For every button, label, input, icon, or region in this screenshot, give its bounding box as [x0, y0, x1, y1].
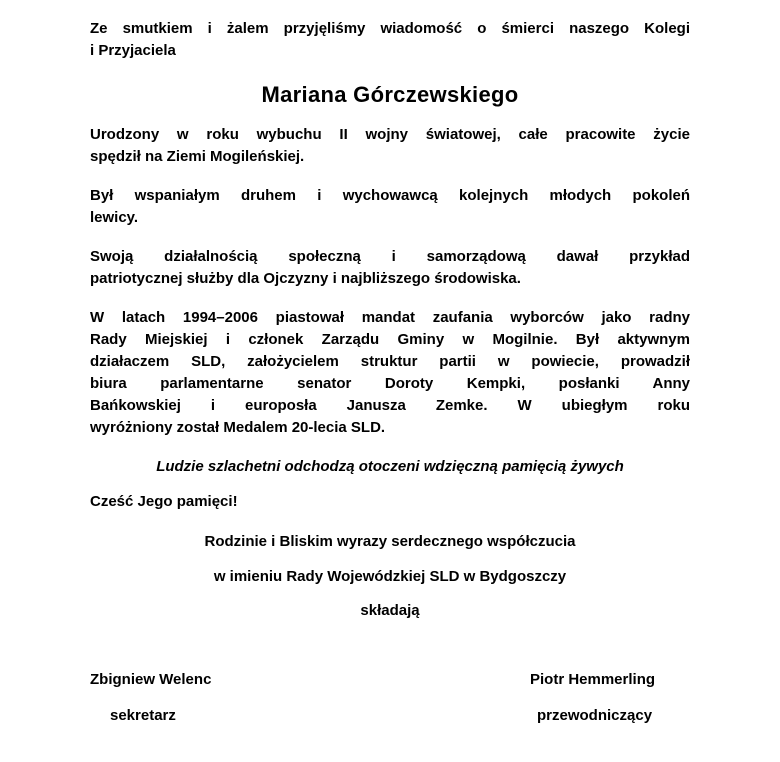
deceased-name-heading: Mariana Górczewskiego	[261, 82, 519, 107]
paragraph-line: działaczem SLD, założycielem struktur partii w powiecie, prowadził	[90, 353, 690, 370]
paragraph-line: lewicy.	[90, 209, 139, 226]
opening-line: Ze smutkiem i żalem przyjęliśmy wiadomość o śmierci naszego Kolegi	[90, 20, 690, 37]
body-paragraph	[90, 246, 690, 290]
motto-line: Ludzie szlachetni odchodzą otoczeni wdzięczną pamięcią żywych	[156, 458, 624, 475]
body-paragraph	[90, 185, 690, 229]
signature-block	[90, 669, 690, 727]
signature-left	[90, 669, 340, 727]
paragraph-line: Był wspaniałym druhem i wychowawcą kolejnych młodych pokoleń	[90, 187, 690, 204]
signature-right-name: Piotr Hemmerling	[530, 671, 656, 688]
tribute-line: Cześć Jego pamięci!	[90, 493, 238, 510]
closing-line-submitted-by: składają	[360, 602, 420, 619]
paragraph-line: Urodzony w roku wybuchu II wojny światowej, całe pracowite życie	[90, 126, 690, 143]
opening-paragraph	[90, 18, 690, 62]
paragraph-line: Rady Miejskiej i członek Zarządu Gminy w Mogilnie. Był aktywnym	[90, 331, 690, 348]
signature-right	[530, 669, 690, 727]
closing-line-condolences: Rodzinie i Bliskim wyrazy serdecznego współczucia	[204, 533, 576, 550]
body-paragraph	[90, 307, 690, 439]
closing-line-on-behalf: w imieniu Rady Wojewódzkiej SLD w Bydgoszczy	[213, 568, 567, 585]
paragraph-line: Swoją działalnością społeczną i samorządową dawał przykład	[90, 248, 690, 265]
signature-left-name: Zbigniew Welenc	[90, 671, 212, 688]
paragraph-line: patriotycznej służby dla Ojczyzny i najbliższego środowiska.	[90, 270, 521, 287]
opening-line: i Przyjaciela	[90, 42, 176, 59]
paragraph-line: biura parlamentarne senator Doroty Kempki, posłanki Anny	[90, 375, 690, 392]
paragraph-line: wyróżniony został Medalem 20-lecia SLD.	[90, 419, 386, 436]
paragraph-line: spędził na Ziemi Mogileńskiej.	[90, 148, 305, 165]
paragraph-line: Bańkowskiej i europosła Janusza Zemke. W ubiegłym roku	[90, 397, 690, 414]
signature-right-role: przewodniczący	[537, 707, 653, 724]
paragraph-line: W latach 1994–2006 piastował mandat zaufania wyborców jako radny	[90, 309, 690, 326]
signature-left-role: sekretarz	[110, 707, 176, 724]
body-paragraph	[90, 124, 690, 168]
